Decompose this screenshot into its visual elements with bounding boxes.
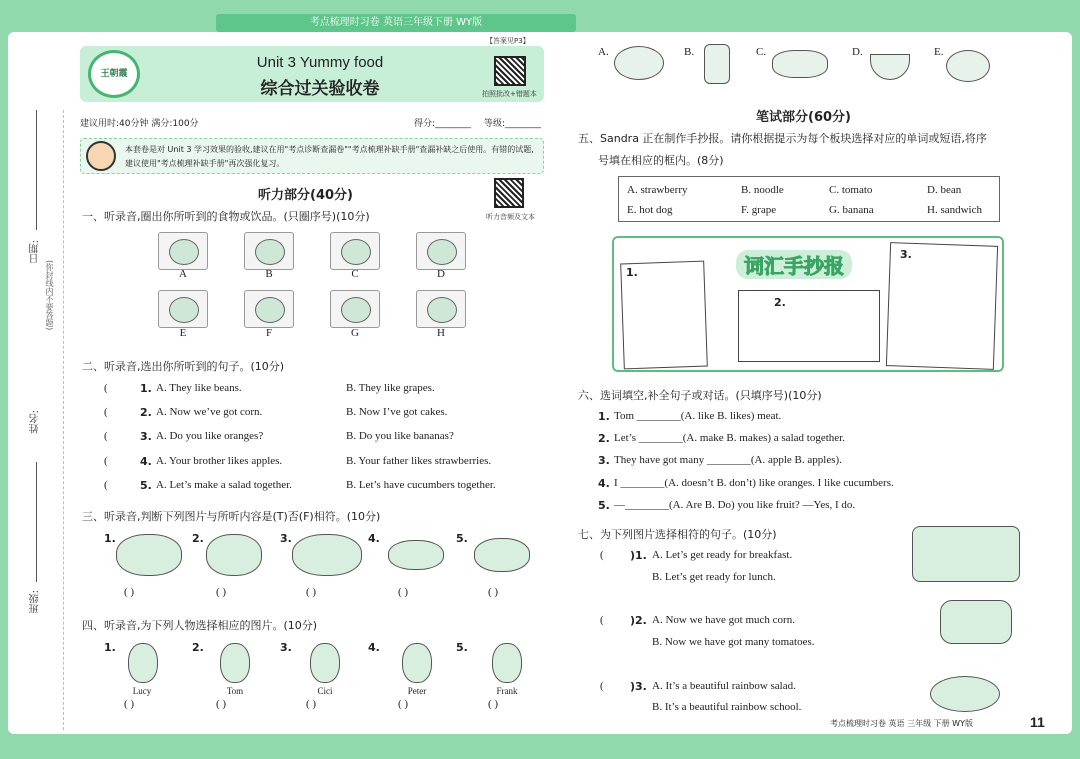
- answer-reference: 【答案见P3】: [486, 37, 530, 45]
- item-number: 5.: [456, 532, 468, 545]
- food-option-box[interactable]: [244, 232, 294, 270]
- cici-avatar: [310, 643, 340, 683]
- item-number: 4.: [368, 532, 380, 545]
- item-number: 3.: [598, 454, 610, 467]
- answer-paren[interactable]: (: [104, 406, 108, 418]
- kids-picture: [116, 534, 182, 576]
- rice-bowl-icon: [255, 239, 285, 265]
- item-number: 3.: [280, 532, 292, 545]
- qr-code-icon[interactable]: [494, 56, 526, 86]
- juice-bottle-icon: [341, 297, 371, 323]
- word-option: F. grape: [741, 204, 777, 216]
- item-number: 4.: [368, 641, 380, 654]
- salad-plate-picture: [474, 538, 530, 572]
- option-b: B. Do you like bananas?: [346, 430, 454, 442]
- item-number: 2.: [192, 532, 204, 545]
- word-option: C. tomato: [829, 184, 873, 196]
- section-6-title: 六、选词填空,补全句子或对话。(只填序号)(10分): [578, 389, 822, 402]
- option-a: A. Now we have got much corn.: [652, 614, 795, 626]
- option-label: F: [265, 327, 273, 339]
- fill-sentence[interactable]: —________(A. Are B. Do) you like fruit? —Yes, I do.: [614, 499, 856, 511]
- answer-paren[interactable]: ( ): [398, 586, 409, 598]
- answer-paren[interactable]: ( ): [306, 698, 317, 710]
- listening-qr-icon[interactable]: [494, 178, 524, 208]
- lucy-avatar: [128, 643, 158, 683]
- tom-avatar: [220, 643, 250, 683]
- panel-number: 1.: [626, 266, 638, 279]
- item-number: 1.: [104, 532, 116, 545]
- person-name: Lucy: [132, 686, 152, 696]
- option-a: A. It’s a beautiful rainbow salad.: [652, 680, 796, 692]
- answer-paren[interactable]: (: [104, 479, 108, 491]
- option-label: A: [179, 268, 187, 280]
- board-title: 词汇手抄报: [736, 250, 852, 279]
- item-number: 3.: [280, 641, 292, 654]
- option-label: B.: [684, 46, 695, 58]
- corn-sack-picture: [940, 600, 1012, 644]
- lettuce-icon: [169, 239, 199, 265]
- option-label: A.: [598, 46, 609, 58]
- item-number: )1.: [630, 549, 647, 562]
- option-a: A. Let’s make a salad together.: [156, 479, 292, 491]
- word-option: E. hot dog: [627, 204, 673, 216]
- notice-box: 本套卷是对 Unit 3 学习效果的验收,建议在用"考点诊断查漏卷""考点梳理补缺手册"查漏补缺之后使用。有错的试题,建议使用"考点梳理补缺手册"再次强化复习。: [80, 138, 544, 174]
- cucumber-picture: [388, 540, 444, 570]
- section-5-title-line1: 五、Sandra 正在制作手抄报。请你根据提示为每个板块选择对应的单词或短语,将序: [578, 132, 987, 145]
- answer-paren[interactable]: ( ): [398, 698, 409, 710]
- answer-paren[interactable]: ( ): [216, 586, 227, 598]
- food-option-box[interactable]: [330, 232, 380, 270]
- answer-paren[interactable]: ( ): [488, 698, 499, 710]
- answer-paren[interactable]: (: [104, 382, 108, 394]
- item-number: 4.: [598, 477, 610, 490]
- option-b: B. They like grapes.: [346, 382, 435, 394]
- option-b: B. Let’s have cucumbers together.: [346, 479, 496, 491]
- option-label: E.: [934, 46, 944, 58]
- green-onion-icon: [704, 44, 730, 84]
- person-name: Frank: [496, 686, 518, 696]
- food-option-box[interactable]: [330, 290, 380, 328]
- sidebar-class-label: 班级:: [30, 590, 41, 614]
- listening-title: 听力部分(40分): [258, 188, 353, 203]
- food-option-box[interactable]: [416, 290, 466, 328]
- item-number: 5.: [140, 479, 152, 492]
- word-option: B. noodle: [741, 184, 784, 196]
- item-number: 2.: [140, 406, 152, 419]
- carrot-icon: [772, 50, 828, 78]
- frank-avatar: [492, 643, 522, 683]
- fill-sentence[interactable]: I ________(A. doesn’t B. don’t) like oranges. I like cucumbers.: [614, 477, 894, 489]
- option-a: A. They like beans.: [156, 382, 242, 394]
- fish-icon: [169, 297, 199, 323]
- word-bank: [618, 176, 1000, 222]
- peter-avatar: [402, 643, 432, 683]
- word-option: A. strawberry: [627, 184, 688, 196]
- item-number: 1.: [140, 382, 152, 395]
- score-field: 得分:________: [414, 119, 472, 129]
- item-number: 1.: [104, 641, 116, 654]
- hot-dog-icon: [255, 297, 285, 323]
- section-5-title-line2: 号填在相应的框内。(8分): [598, 154, 724, 167]
- food-option-box[interactable]: [244, 290, 294, 328]
- grade-field: 等级:________: [484, 119, 542, 129]
- option-label: C: [351, 268, 359, 280]
- tomato-icon: [946, 50, 990, 82]
- publisher-logo: 王朝霞: [88, 50, 140, 98]
- option-label: C.: [756, 46, 767, 58]
- option-a: A. Now we’ve got corn.: [156, 406, 263, 418]
- fill-sentence[interactable]: Tom ________(A. like B. likes) meat.: [614, 410, 782, 422]
- section-1-title: 一、听录音,圈出你所听到的食物或饮品。(只圈序号)(10分): [82, 210, 370, 223]
- word-option: H. sandwich: [927, 204, 982, 216]
- answer-paren[interactable]: ( ): [124, 698, 135, 710]
- sidebar-line: [36, 462, 37, 582]
- panel-2[interactable]: [738, 290, 880, 362]
- panel-number: 2.: [774, 296, 786, 309]
- option-label: G: [351, 327, 359, 339]
- item-number: 2.: [192, 641, 204, 654]
- panel-3[interactable]: [886, 242, 998, 370]
- qr-caption: 拍照批改+错题本: [482, 90, 537, 98]
- fill-sentence[interactable]: Let’s ________(A. make B. makes) a salad together.: [614, 432, 845, 444]
- option-a: A. Let’s get ready for breakfast.: [652, 549, 793, 561]
- item-number: )3.: [630, 680, 647, 693]
- answer-paren[interactable]: ( ): [124, 586, 135, 598]
- girl-avatar-icon: [86, 141, 116, 171]
- answer-paren[interactable]: ( ): [306, 586, 317, 598]
- section-4-title: 四、听录音,为下列人物选择相应的图片。(10分): [82, 619, 318, 632]
- item-number: 2.: [598, 432, 610, 445]
- top-banner: 考点梳理时习卷 英语三年级下册 WY版: [216, 14, 576, 32]
- option-a: A. Do you like oranges?: [156, 430, 264, 442]
- paper-title: 综合过关验收卷: [260, 79, 380, 99]
- unit-title: Unit 3 Yummy food: [256, 54, 384, 71]
- answer-paren[interactable]: ( ): [216, 698, 227, 710]
- answer-paren[interactable]: ( ): [488, 586, 499, 598]
- vegetables-picture: [206, 534, 262, 576]
- person-name: Cici: [317, 686, 333, 696]
- section-2-title: 二、听录音,选出你所听到的句子。(10分): [82, 360, 285, 373]
- option-b: B. Your father likes strawberries.: [346, 455, 492, 467]
- item-number: 4.: [140, 455, 152, 468]
- answer-paren[interactable]: (: [104, 430, 108, 442]
- food-option-box[interactable]: [158, 232, 208, 270]
- option-label: B: [265, 268, 273, 280]
- option-label: D.: [852, 46, 863, 58]
- panel-number: 3.: [900, 248, 912, 261]
- noodle-bowl-icon: [341, 239, 371, 265]
- section-3-title: 三、听录音,判断下列图片与所听内容是(T)否(F)相符。(10分): [82, 510, 381, 523]
- food-option-box[interactable]: [416, 232, 466, 270]
- item-number: 1.: [598, 410, 610, 423]
- salad-plate-picture: [930, 676, 1000, 712]
- sidebar-line: [36, 110, 37, 230]
- roast-chicken-icon: [614, 46, 664, 80]
- sidebar-date-label: 日期:: [30, 240, 41, 264]
- answer-paren[interactable]: (: [600, 549, 604, 561]
- option-label: D: [437, 268, 445, 280]
- answer-paren[interactable]: (: [600, 614, 604, 626]
- option-a: A. Your brother likes apples.: [156, 455, 283, 467]
- word-option: D. bean: [927, 184, 962, 196]
- cake-icon: [427, 239, 457, 265]
- option-b: B. Now I’ve got cakes.: [346, 406, 448, 418]
- fill-sentence[interactable]: They have got many ________(A. apple B. apples).: [614, 454, 842, 466]
- item-number: 5.: [598, 499, 610, 512]
- page-number: 11: [1030, 714, 1045, 730]
- answer-paren[interactable]: (: [600, 680, 604, 692]
- listening-qr-caption: 听力音频及文本: [486, 213, 535, 221]
- binding-sidebar: [26, 110, 64, 730]
- option-b: B. Let’s get ready for lunch.: [652, 571, 776, 583]
- sidebar-seal-note: (你封线内不要答题): [45, 260, 54, 331]
- sidebar-name-label: 姓名:: [30, 410, 41, 434]
- footer-text: 考点梳理时习卷 英语 三年级 下册 WY版: [830, 719, 973, 728]
- person-name: Tom: [226, 686, 244, 696]
- item-number: )2.: [630, 614, 647, 627]
- writing-title: 笔试部分(60分): [756, 110, 851, 125]
- option-b: B. Now we have got many tomatoes.: [652, 636, 815, 648]
- item-number: 3.: [140, 430, 152, 443]
- milk-icon: [427, 297, 457, 323]
- answer-paren[interactable]: (: [104, 455, 108, 467]
- option-b: B. It’s a beautiful rainbow school.: [652, 701, 802, 713]
- dog-rice-picture: [292, 534, 362, 576]
- word-option: G. banana: [829, 204, 874, 216]
- option-label: H: [437, 327, 445, 339]
- person-name: Peter: [407, 686, 427, 696]
- time-info: 建议用时:40分钟 满分:100分: [80, 119, 199, 129]
- breakfast-scene-picture: [912, 526, 1020, 582]
- option-label: E: [179, 327, 187, 339]
- item-number: 5.: [456, 641, 468, 654]
- food-option-box[interactable]: [158, 290, 208, 328]
- section-7-title: 七、为下列图片选择相符的句子。(10分): [578, 528, 777, 541]
